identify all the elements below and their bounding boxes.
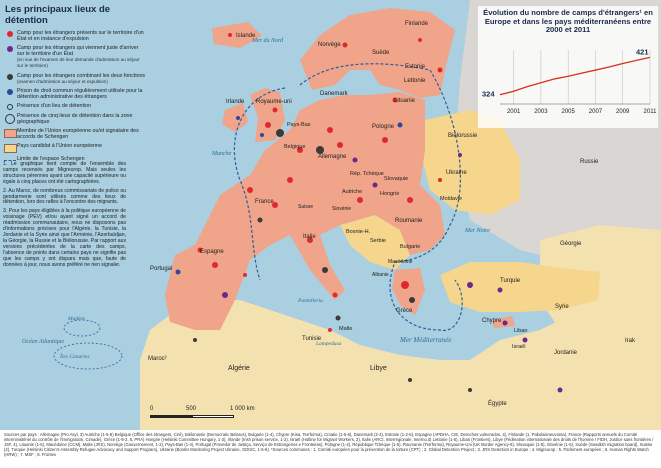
detention-point (328, 328, 332, 332)
country-label: Norvège (318, 42, 341, 48)
country-label: Syrie (555, 304, 569, 310)
legend-item (3, 103, 147, 110)
legend-item-label: Présence de cinq lieux de détention dans la zone géographique (17, 112, 133, 126)
detention-point (401, 281, 409, 289)
detention-point (438, 68, 443, 73)
inset-series-line (500, 57, 650, 94)
country-label: Serbie (370, 238, 386, 244)
detention-point (398, 123, 403, 128)
detention-point (336, 316, 341, 321)
country-label: Slovaquie (384, 176, 409, 182)
country-label: Bulgarie (400, 244, 421, 250)
island-label: Lampedusa (316, 341, 342, 347)
country-label: Israël (512, 344, 526, 350)
country-label: Finlande (405, 21, 429, 27)
legend-item-label: Prison de droit commun régulièrement utilisée pour la détention administrative des étrangers (17, 87, 143, 100)
detention-point (523, 338, 528, 343)
purple-dot-icon (7, 46, 13, 52)
inset-last-value-label: 421 (636, 47, 649, 57)
country-label: Belgique (284, 144, 306, 150)
country-label: Hongrie (380, 191, 400, 197)
detention-point (265, 122, 271, 128)
island-label: Pantelleria (298, 298, 323, 304)
legend-area-eu (3, 128, 147, 140)
country-label: Algérie (228, 365, 250, 372)
detention-point (243, 273, 247, 277)
country-label: Pays-Bas (287, 122, 311, 128)
detention-point (353, 158, 358, 163)
country-label: Danemark (320, 91, 348, 97)
scale-bar (150, 403, 270, 423)
country-label: Irak (625, 338, 636, 344)
inset-tick-label: 2011 (643, 109, 657, 115)
country-label: Suède (372, 50, 390, 56)
detention-point (212, 262, 218, 268)
country-label: Chypre (482, 318, 502, 324)
scale-zero: 0 (150, 406, 154, 412)
legend-item (3, 113, 147, 125)
country-label: Grèce (396, 308, 413, 314)
inset-chart (478, 6, 658, 128)
scale-mid: 500 (186, 406, 197, 412)
red-dot-icon (7, 31, 13, 37)
footnote: 1. Le graphique tient compte de l'ensemble des camps recensés par Migreurop. Mais seules les structures pérennes ayant une capacité supérieure ou égale à cinq places ont été cartographiées. (3, 161, 126, 185)
detention-point (558, 388, 563, 393)
scale-end: 1 000 km (230, 406, 255, 412)
sea-label: Manche (212, 151, 232, 157)
country-label: Biélorussie (448, 133, 478, 139)
detention-point (276, 129, 284, 137)
island-label: Îles Canaries (60, 354, 90, 360)
legend-item (3, 88, 147, 100)
legend-item-label: Présence d'un lieu de détention (17, 102, 92, 109)
detention-point (407, 197, 413, 203)
country-label: Albanie (372, 272, 389, 278)
country-label: Irlande (226, 99, 245, 105)
island-label: Madère (68, 316, 85, 322)
detention-point (373, 183, 378, 188)
country-label: Espagne (200, 249, 224, 255)
country-label: Autriche (342, 189, 363, 195)
detention-point (337, 142, 343, 148)
detention-point (343, 43, 348, 48)
country-label: Macédoine (388, 259, 413, 265)
country-label: Turquie (500, 278, 521, 284)
detention-point (408, 378, 412, 382)
country-label: Portugal (150, 266, 173, 272)
country-label: Russie (580, 159, 599, 165)
sea-label: Mer Méditerranée (400, 336, 452, 344)
legend-item-label: Camp pour les étrangers présents sur le territoire d'un État et en instance d'expulsion (17, 30, 144, 43)
country-label: Tunisie (302, 336, 322, 342)
eu-swatch-icon (4, 129, 17, 138)
legend-item (3, 73, 147, 85)
detention-point (322, 267, 328, 273)
detention-point (273, 108, 278, 113)
country-label: Libye (370, 365, 387, 372)
country-label: Lituanie (394, 98, 416, 104)
country-label: Géorgie (560, 241, 582, 247)
country-label: Islande (236, 33, 256, 39)
detention-point (176, 270, 181, 275)
legend-area-candidate (3, 143, 147, 153)
detention-point (418, 38, 422, 42)
country-label: Malte (339, 326, 353, 332)
country-label: Maroc² (148, 356, 167, 362)
inset-tick-label: 2003 (534, 109, 548, 115)
detention-point (247, 187, 253, 193)
detention-point (467, 282, 473, 288)
country-label: France (255, 199, 274, 205)
country-label: Roumanie (395, 218, 423, 224)
country-label: Moldavie (440, 196, 463, 202)
small-circle-icon (7, 104, 13, 110)
detention-point (327, 127, 333, 133)
country-label: Rép. Tchèque (350, 171, 384, 177)
large-circle-icon (5, 114, 15, 124)
detention-point (236, 116, 240, 120)
inset-tick-label: 2007 (588, 109, 603, 115)
detention-point (228, 33, 232, 37)
legend-item-label: Camp pour les étrangers qui viennent juste d'arriver sur le territoire d'un État (17, 45, 139, 58)
blue-dot-icon (7, 89, 13, 95)
scale-bar-segment (150, 415, 192, 418)
detention-point (316, 146, 324, 154)
sea-label: Océan Atlantique (22, 339, 65, 345)
footnote: 2. Au Maroc, de nombreux commissariats de police ou gendarmerie sont utilisés comme des lieux de détention, lors des rafles à l'encontre des migrants. (3, 187, 126, 206)
detention-point (498, 288, 503, 293)
country-label: Ukraine (446, 170, 467, 176)
inset-first-value-label: 324 (482, 89, 495, 99)
detention-point (333, 293, 338, 298)
country-label: Slovénie (332, 206, 352, 212)
legend-item (3, 30, 147, 42)
sea-label: Mer Noire (465, 228, 490, 234)
detention-point (260, 133, 264, 137)
country-label: Égypte (488, 401, 507, 407)
inset-tick-label: 2005 (561, 109, 575, 115)
inset-chart-title: Évolution du nombre de camps d'étrangers¹ en Europe et dans les pays méditerranéens entre 2000 et 2011 (483, 8, 653, 35)
legend-item-sublabel: (examen d'admission au séjour et expulsion) (17, 78, 108, 84)
detention-point (357, 197, 363, 203)
sea-label: Mer du Nord (252, 38, 284, 44)
country-label: Italie (303, 234, 316, 240)
legend-area-label: Membre de l'Union européenne ou/et signataire des accords de Schengen (17, 128, 139, 141)
inset-tick-label: 2001 (506, 109, 521, 115)
country-label: Jordanie (554, 350, 578, 356)
legend-item (3, 45, 147, 69)
legend-title: Les principaux lieux de détention (5, 4, 111, 26)
detention-point (409, 297, 415, 303)
country-label: Royaume-uni (256, 99, 292, 105)
footnotes (3, 162, 126, 271)
detention-point (193, 338, 197, 342)
detention-point (382, 137, 388, 143)
scale-bar-segment (192, 415, 234, 418)
legend (0, 0, 150, 167)
country-label: Liban (514, 328, 528, 334)
detention-point (468, 388, 472, 392)
country-label: Lettonie (404, 78, 426, 84)
country-label: Bosnie-H. (346, 229, 371, 235)
country-label: Suisse (298, 204, 314, 210)
legend-item-sublabel: (en vue de l'examen de leur demande d'admission au séjour sur le territoire) (17, 57, 140, 69)
footnote: 3. Pour les pays éligibles à la politique européenne de voisinage (PEV) et/ou ayant signé un accord de réadmission communautaire, nous ne disposons pas d'informations précises pour l'Algérie, la Tunisie, la Jordanie et la Syrie ainsi que l'Arménie, l'Azerbaïdjan, la Géorgie, la Russie et la Biélorussie. Par rapport aux versions précédentes de la carte des camps, l'absence de points dans certains pays ne signifie pas que les camps y ont disparu mais que, faute de données à jour, nous avons préféré ne rien signaler. (3, 208, 126, 268)
detention-point (258, 218, 263, 223)
detention-point (458, 153, 462, 157)
legend-area-label: Limite de l'espace Schengen (17, 156, 85, 163)
sources-footer: Sources par pays : Allemagne (Pro Asyl, 3) Autriche (1-5-8) Belgique (Office des étrangers, Ciré), Biélorussie (Democratic Belarus), Bulgarie (1-4), Chypre (Kisa, Terrferma), Croatie (1-5-6), Danemark (2-4), Estonie (1-2-5), Espagne (APDHA, CIE, Derechos vulnerados, 4), Finlande (1, Pakolaisneuvonta), France (Rapports annuels du Comité interministériel du contrôle de l'immigration, Cimade), Grèce (1-8-2, 6, PRA) Hongrie (Helsinki Committee Hungary, 1-3), Irlande (Irish prison service, 1-2), Israël (Hotline for Migrant Workers, 2), Italie (ARCI, Interregionale, Interno.it) Lettonie (1-5), Liban (Frontiers), Libye (Fédération internationale des droits de l'homme / FIDH, Justice sans frontières / JSF, 4), Lituanie (1-5), Macédoine (CCM), Malte (JRS), Norvège (Gouvernement, 1-2), Pays-Bas (1-4), Portugal (Provedor de Justiça, Serviço de Estrangeiros e Fronteiras), Pologne (1-4), République Tchèque (1-5), Roumanie (Terrferma), Royaume-Uni (UK Border Agency-6), Slovaquie (1-5), Slovénie (1-5), Suède (Swedish migration board), Suisse (2), Turquie (Helsinki Citizen's Assembly Refugee Advocacy and Support Program), Ukraine (Border Monitoring Project Ukraine, GDISC, 1-5-6). *Sources communes : 1. Comité européen pour la prévention de la torture (CPT) ; 2. Global Detention Project ; 3. JRS Detention in Europe ; 4. Migreurop ; 5. Parlement européen ; 6. Human Rights Watch (HRW) ; 7. MSF ; 8. Frontex (0, 430, 661, 468)
country-label: Estonie (405, 64, 426, 70)
inset-tick-label: 2009 (616, 109, 630, 115)
country-label: Pologne (372, 124, 395, 130)
country-label: Allemagne (318, 154, 347, 160)
detention-point (503, 321, 508, 326)
candidate-swatch-icon (4, 144, 17, 153)
detention-point (438, 178, 442, 182)
detention-point (222, 292, 228, 298)
dark-dot-icon (7, 74, 13, 80)
legend-area-label: Pays candidat à l'Union européenne (17, 143, 102, 150)
legend-item-label: Camp pour les étrangers combinant les deux fonctions (17, 72, 146, 79)
detention-point (287, 177, 293, 183)
